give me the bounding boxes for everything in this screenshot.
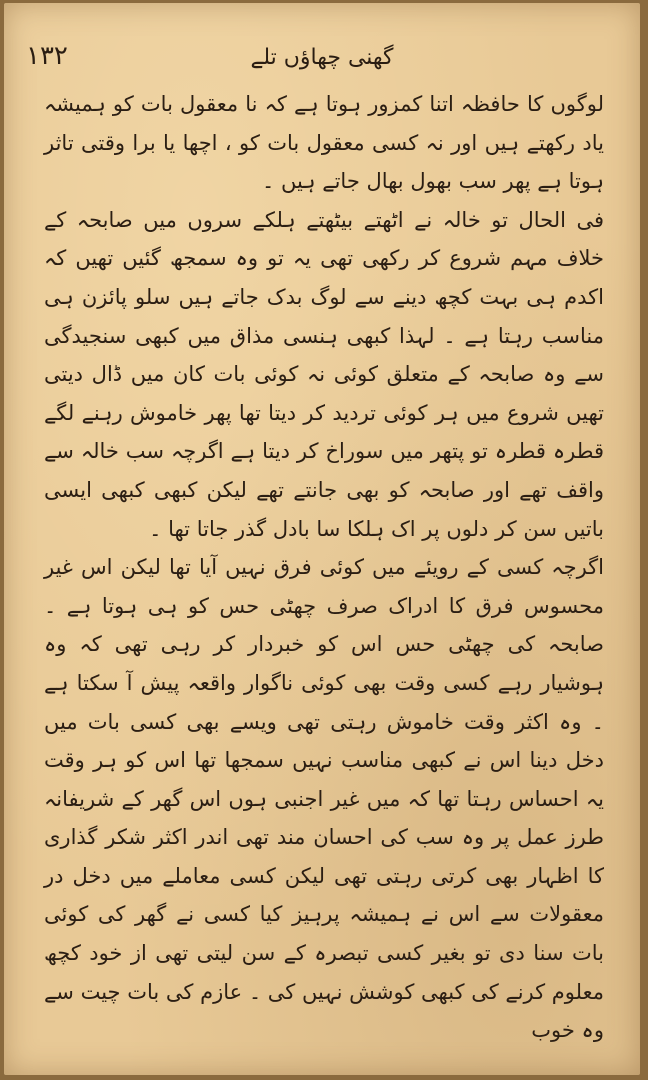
page-number: ۱۳۲: [26, 41, 68, 71]
body-text: [44, 85, 604, 1050]
paragraph-1: لوگوں کا حافظہ اتنا کمزور ہوتا ہے کہ نا معقول بات کو ہمیشہ یاد رکھتے ہیں اور نہ کسی معقول بات کو ، اچھا یا برا وقتی تاثر ہوتا ہے پھر سب بھول بھال جاتے ہیں ۔: [44, 92, 604, 194]
page-header: [4, 41, 640, 81]
paragraph-3: اگرچہ کسی کے رویئے میں کوئی فرق نہیں آیا تھا لیکن اس غیر محسوس فرق کا ادراک صرف چھٹی حس کو ہی ہوتا ہے ۔ صابحہ کی چھٹی حس اس کو خبردار کر رہی تھی کہ وہ ہوشیار رہے کسی وقت بھی کوئی ناگوار واقعہ پیش آ سکتا ہے ۔ وہ اکثر وقت خاموش رہتی تھی ویسے بھی کسی بات میں دخل دینا اس نے کبھی مناسب نہیں سمجھا تھا اس کو ہر وقت یہ احساس رہتا تھا کہ میں غیر اجنبی ہوں اس گھر کے شریفانہ طرز عمل پر وہ سب کی احسان مند تھی اندر اکثر شکر گذاری کا اظہار بھی کرتی رہتی تھی لیکن کسی معاملے میں دخل در معقولات سے اس نے ہمیشہ پرہیز کیا کسی نے گھر کی کوئی بات سنا دی تو بغیر کسی تبصرہ کے سن لیتی تھی از خود کچھ معلوم کرنے کی کبھی کوشش نہیں کی ۔ عازم کی بات چیت سے وہ خوب: [44, 555, 604, 1043]
paragraph-2: فی الحال تو خالہ نے اٹھتے بیٹھتے ہلکے سروں میں صابحہ کے خلاف مہم شروع کر رکھی تھی یہ تو وہ سمجھ گئیں تھیں کہ اکدم ہی بہت کچھ دینے سے لوگ بدک جاتے ہیں سلو پائزن ہی مناسب رہتا ہے ۔ لہذا کبھی ہنسی مذاق میں کبھی سنجیدگی سے وہ صابحہ کے متعلق کوئی نہ کوئی بات کان میں ڈال دیتی تھیں شروع میں ہر کوئی تردید کر دیتا تھا پھر خاموش رہنے لگے قطرہ قطرہ تو پتھر میں سوراخ کر دیتا ہے اگرچہ سب خالہ سے واقف تھے اور صابحہ کو بھی جانتے تھے لیکن کبھی کبھی ایسی باتیں سن کر دلوں پر اک ہلکا سا بادل گذر جاتا تھا ۔: [44, 207, 604, 541]
running-title: گھنی چھاؤں تلے: [250, 45, 394, 70]
book-page: [4, 3, 640, 1075]
